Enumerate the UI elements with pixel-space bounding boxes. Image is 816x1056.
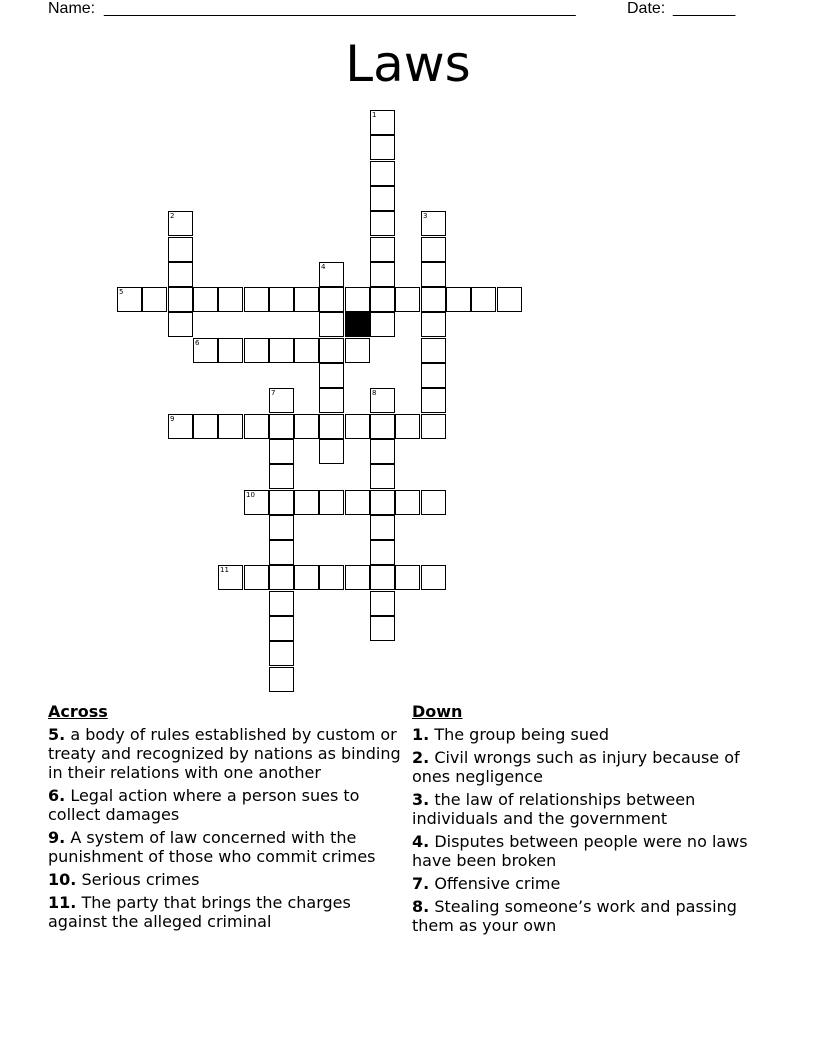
crossword-cell[interactable] — [345, 490, 370, 515]
clue-number: 5. — [48, 725, 66, 744]
clue-number: 4. — [412, 832, 430, 851]
crossword-cell[interactable] — [319, 388, 344, 413]
crossword-cell[interactable] — [117, 287, 142, 312]
down-clues — [412, 702, 762, 939]
crossword-cell[interactable] — [345, 565, 370, 590]
cell-clue-number: 10 — [246, 491, 255, 499]
clue-text: A system of law concerned with the punishment of those who commit crimes — [48, 828, 376, 866]
crossword-cell[interactable] — [345, 287, 370, 312]
clue-number: 6. — [48, 786, 66, 805]
clue-text: Serious crimes — [81, 870, 200, 889]
clue-text: The party that brings the charges against the alleged criminal — [48, 893, 351, 931]
crossword-cell[interactable] — [269, 414, 294, 439]
crossword-cell[interactable] — [370, 312, 395, 337]
puzzle-title: Laws — [345, 35, 471, 93]
crossword-cell[interactable] — [319, 262, 344, 287]
crossword-cell[interactable] — [142, 287, 167, 312]
crossword-cell[interactable] — [370, 464, 395, 489]
crossword-cell[interactable] — [421, 237, 446, 262]
clue-text: Legal action where a person sues to collect damages — [48, 786, 360, 824]
crossword-cell[interactable] — [471, 287, 496, 312]
crossword-cell[interactable] — [395, 287, 420, 312]
clue-across-11 — [48, 893, 404, 931]
crossword-cell[interactable] — [421, 490, 446, 515]
crossword-cell[interactable] — [395, 490, 420, 515]
crossword-cell[interactable] — [370, 186, 395, 211]
crossword-cell[interactable] — [370, 490, 395, 515]
crossword-cell[interactable] — [370, 110, 395, 135]
crossword-cell[interactable] — [421, 363, 446, 388]
crossword-cell[interactable] — [370, 287, 395, 312]
cell-clue-number: 2 — [170, 212, 175, 220]
date-label: Date: — [627, 0, 666, 17]
crossword-cell[interactable] — [193, 414, 218, 439]
crossword-cell[interactable] — [218, 565, 243, 590]
clue-down-3 — [412, 790, 762, 828]
crossword-cell[interactable] — [319, 338, 344, 363]
crossword-cell[interactable] — [370, 565, 395, 590]
cell-clue-number: 7 — [271, 389, 276, 397]
crossword-cell[interactable] — [168, 312, 193, 337]
crossword-cell[interactable] — [319, 287, 344, 312]
crossword-cell[interactable] — [370, 591, 395, 616]
crossword-cell[interactable] — [244, 338, 269, 363]
crossword-cell[interactable] — [319, 414, 344, 439]
crossword-cell[interactable] — [269, 287, 294, 312]
crossword-cell[interactable] — [370, 616, 395, 641]
crossword-cell[interactable] — [218, 338, 243, 363]
cell-clue-number: 11 — [220, 566, 229, 574]
cell-clue-number: 3 — [423, 212, 428, 220]
clue-text: a body of rules established by custom or treaty and recognized by nations as binding in their relations with one another — [48, 725, 401, 782]
crossword-cell[interactable] — [421, 262, 446, 287]
crossword-cell[interactable] — [421, 414, 446, 439]
clue-number: 2. — [412, 748, 430, 767]
crossword-cell[interactable] — [269, 338, 294, 363]
crossword-cell[interactable] — [168, 237, 193, 262]
clue-text: Civil wrongs such as injury because of ones negligence — [412, 748, 740, 786]
clue-number: 7. — [412, 874, 430, 893]
crossword-cell[interactable] — [370, 135, 395, 160]
crossword-cell[interactable] — [421, 338, 446, 363]
cell-clue-number: 8 — [372, 389, 377, 397]
crossword-cell[interactable] — [345, 338, 370, 363]
crossword-cell[interactable] — [421, 287, 446, 312]
crossword-cell[interactable] — [421, 388, 446, 413]
cell-clue-number: 5 — [119, 288, 124, 296]
crossword-cell[interactable] — [294, 287, 319, 312]
crossword-cell[interactable] — [269, 388, 294, 413]
crossword-cell[interactable] — [370, 388, 395, 413]
crossword-cell[interactable] — [168, 287, 193, 312]
clue-down-8 — [412, 897, 762, 935]
crossword-cell[interactable] — [244, 287, 269, 312]
clue-text: the law of relationships between individuals and the government — [412, 790, 696, 828]
across-heading: Across — [48, 702, 108, 721]
clue-number: 9. — [48, 828, 66, 847]
crossword-cell[interactable] — [345, 414, 370, 439]
crossword-cell[interactable] — [218, 414, 243, 439]
crossword-cell[interactable] — [370, 540, 395, 565]
crossword-cell[interactable] — [168, 262, 193, 287]
crossword-cell[interactable] — [497, 287, 522, 312]
crossword-cell[interactable] — [319, 439, 344, 464]
crossword-cell[interactable] — [370, 414, 395, 439]
crossword-cell[interactable] — [269, 667, 294, 692]
clue-across-9 — [48, 828, 404, 866]
crossword-cell[interactable] — [218, 287, 243, 312]
crossword-cell[interactable] — [294, 490, 319, 515]
crossword-cell[interactable] — [446, 287, 471, 312]
crossword-cell[interactable] — [269, 641, 294, 666]
across-clues — [48, 702, 404, 935]
blocked-cell — [345, 312, 370, 337]
crossword-cell[interactable] — [395, 414, 420, 439]
crossword-cell[interactable] — [421, 312, 446, 337]
crossword-cell[interactable] — [370, 515, 395, 540]
crossword-cell[interactable] — [269, 591, 294, 616]
clue-across-5 — [48, 725, 404, 782]
date-field[interactable]: _______ — [673, 0, 736, 17]
clue-number: 11. — [48, 893, 77, 912]
clue-number: 8. — [412, 897, 430, 916]
clue-number: 10. — [48, 870, 77, 889]
clue-down-2 — [412, 748, 762, 786]
clue-across-10 — [48, 870, 404, 889]
clue-text: Disputes between people were no laws have been broken — [412, 832, 748, 870]
crossword-cell[interactable] — [193, 287, 218, 312]
crossword-cell[interactable] — [244, 565, 269, 590]
name-field[interactable]: _____________________________________________________ — [104, 0, 576, 17]
cell-clue-number: 1 — [372, 111, 377, 119]
crossword-cell[interactable] — [395, 565, 420, 590]
crossword-cell[interactable] — [244, 414, 269, 439]
clue-text: Offensive crime — [434, 874, 561, 893]
crossword-cell[interactable] — [370, 439, 395, 464]
crossword-cell[interactable] — [294, 338, 319, 363]
crossword-cell[interactable] — [168, 211, 193, 236]
clue-number: 1. — [412, 725, 430, 744]
crossword-cell[interactable] — [319, 312, 344, 337]
clue-down-1 — [412, 725, 762, 744]
crossword-cell[interactable] — [269, 540, 294, 565]
cell-clue-number: 9 — [170, 415, 175, 423]
crossword-cell[interactable] — [319, 363, 344, 388]
crossword-cell[interactable] — [370, 161, 395, 186]
cell-clue-number: 6 — [195, 339, 200, 347]
clue-down-7 — [412, 874, 762, 893]
crossword-cell[interactable] — [244, 490, 269, 515]
crossword-cell[interactable] — [269, 490, 294, 515]
crossword-cell[interactable] — [269, 565, 294, 590]
crossword-cell[interactable] — [168, 414, 193, 439]
crossword-cell[interactable] — [319, 565, 344, 590]
crossword-cell[interactable] — [370, 211, 395, 236]
cell-clue-number: 4 — [321, 263, 326, 271]
crossword-cell[interactable] — [269, 616, 294, 641]
crossword-cell[interactable] — [269, 515, 294, 540]
crossword-cell[interactable] — [421, 565, 446, 590]
crossword-cell[interactable] — [370, 262, 395, 287]
clue-text: The group being sued — [434, 725, 610, 744]
crossword-cell[interactable] — [294, 414, 319, 439]
clue-down-4 — [412, 832, 762, 870]
crossword-cell[interactable] — [421, 211, 446, 236]
crossword-cell[interactable] — [269, 439, 294, 464]
crossword-cell[interactable] — [193, 338, 218, 363]
clue-number: 3. — [412, 790, 430, 809]
clue-text: Stealing someone’s work and passing them as your own — [412, 897, 737, 935]
crossword-cell[interactable] — [269, 464, 294, 489]
crossword-cell[interactable] — [319, 490, 344, 515]
crossword-cell[interactable] — [370, 237, 395, 262]
clue-across-6 — [48, 786, 404, 824]
name-label: Name: — [48, 0, 96, 17]
crossword-cell[interactable] — [294, 565, 319, 590]
down-heading: Down — [412, 702, 463, 721]
